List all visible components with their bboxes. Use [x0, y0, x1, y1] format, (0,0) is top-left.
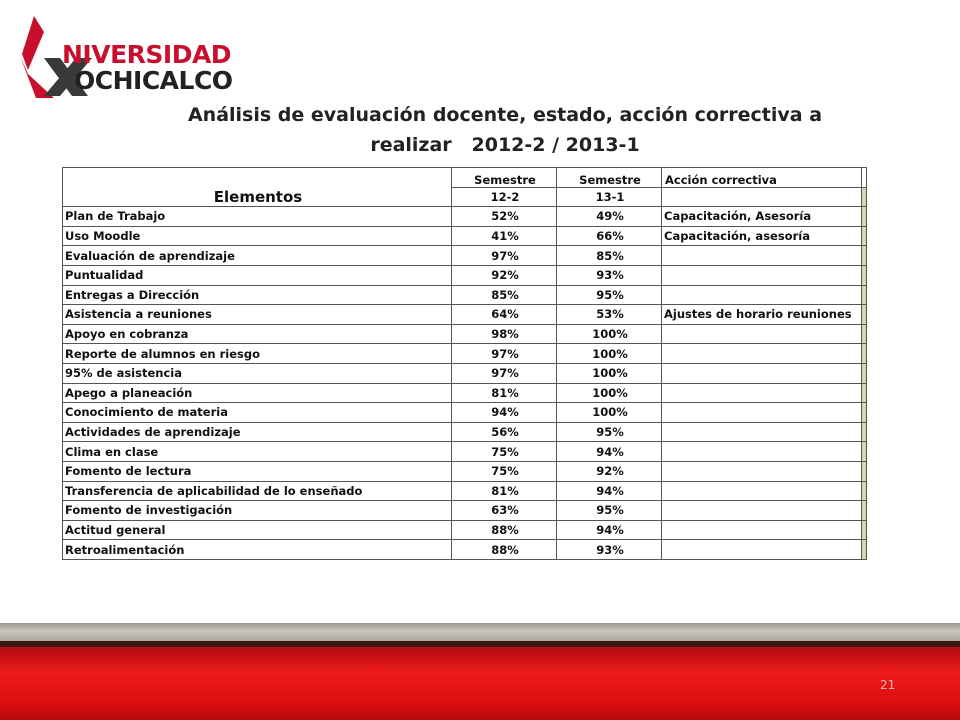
cell-element: Uso Moodle — [63, 226, 452, 246]
table-row — [63, 324, 867, 344]
shade-cell — [862, 481, 867, 501]
cell-action: Capacitación, asesoría — [662, 226, 862, 246]
header-elements: Elementos — [63, 168, 452, 207]
shade-cell — [862, 187, 867, 207]
cell-action — [662, 363, 862, 383]
cell-semester-2: 49% — [557, 207, 662, 227]
cell-element: Plan de Trabajo — [63, 207, 452, 227]
cell-element: Evaluación de aprendizaje — [63, 246, 452, 266]
cell-action — [662, 344, 862, 364]
header-semester-2: Semestre — [557, 168, 662, 188]
cell-semester-1: 64% — [452, 305, 557, 325]
cell-semester-1: 97% — [452, 344, 557, 364]
shade-cell — [862, 403, 867, 423]
shade-cell — [862, 461, 867, 481]
cell-element: Transferencia de aplicabilidad de lo enseñado — [63, 481, 452, 501]
table-row — [63, 285, 867, 305]
header-spacer — [862, 168, 867, 188]
cell-semester-2: 53% — [557, 305, 662, 325]
cell-action: Capacitación, Asesoría — [662, 207, 862, 227]
cell-element: Puntualidad — [63, 265, 452, 285]
table-row — [63, 540, 867, 560]
cell-semester-2: 93% — [557, 540, 662, 560]
shade-cell — [862, 363, 867, 383]
cell-semester-1: 81% — [452, 481, 557, 501]
cell-action — [662, 383, 862, 403]
shade-cell — [862, 501, 867, 521]
cell-element: 95% de asistencia — [63, 363, 452, 383]
page-title — [175, 100, 835, 160]
shade-cell — [862, 246, 867, 266]
cell-action — [662, 324, 862, 344]
cell-element: Entregas a Dirección — [63, 285, 452, 305]
period-action-empty — [662, 187, 862, 207]
shade-cell — [862, 265, 867, 285]
cell-semester-2: 92% — [557, 461, 662, 481]
table-row — [63, 501, 867, 521]
shade-cell — [862, 324, 867, 344]
university-logo — [14, 14, 234, 98]
cell-semester-1: 88% — [452, 540, 557, 560]
cell-semester-2: 66% — [557, 226, 662, 246]
cell-element: Apoyo en cobranza — [63, 324, 452, 344]
cell-semester-1: 75% — [452, 461, 557, 481]
table-row — [63, 383, 867, 403]
cell-element: Fomento de lectura — [63, 461, 452, 481]
cell-semester-1: 81% — [452, 383, 557, 403]
cell-semester-1: 88% — [452, 520, 557, 540]
shade-cell — [862, 305, 867, 325]
cell-semester-1: 56% — [452, 422, 557, 442]
cell-action — [662, 540, 862, 560]
cell-semester-2: 100% — [557, 363, 662, 383]
table-row — [63, 363, 867, 383]
cell-action — [662, 246, 862, 266]
cell-action — [662, 520, 862, 540]
cell-action — [662, 422, 862, 442]
period-2: 13-1 — [557, 187, 662, 207]
shade-cell — [862, 285, 867, 305]
shade-cell — [862, 540, 867, 560]
cell-semester-1: 97% — [452, 363, 557, 383]
cell-semester-2: 100% — [557, 403, 662, 423]
shade-cell — [862, 383, 867, 403]
cell-semester-2: 100% — [557, 383, 662, 403]
cell-action — [662, 461, 862, 481]
footer-gray-band — [0, 623, 960, 641]
shade-cell — [862, 422, 867, 442]
cell-semester-1: 75% — [452, 442, 557, 462]
cell-semester-2: 100% — [557, 344, 662, 364]
cell-action: Ajustes de horario reuniones — [662, 305, 862, 325]
table-row — [63, 207, 867, 227]
cell-element: Actividades de aprendizaje — [63, 422, 452, 442]
cell-semester-2: 95% — [557, 501, 662, 521]
title-line-2: realizar 2012-2 / 2013-1 — [370, 134, 640, 156]
cell-semester-2: 94% — [557, 481, 662, 501]
shade-cell — [862, 344, 867, 364]
cell-semester-2: 85% — [557, 246, 662, 266]
cell-semester-2: 95% — [557, 422, 662, 442]
cell-semester-1: 94% — [452, 403, 557, 423]
cell-element: Clima en clase — [63, 442, 452, 462]
table-header-row — [63, 168, 867, 188]
table-row — [63, 520, 867, 540]
table-row — [63, 403, 867, 423]
cell-element: Actitud general — [63, 520, 452, 540]
cell-semester-1: 92% — [452, 265, 557, 285]
table-row — [63, 442, 867, 462]
shade-cell — [862, 207, 867, 227]
logo-text-bottom: OCHICALCO — [74, 66, 233, 95]
cell-semester-1: 85% — [452, 285, 557, 305]
cell-element: Fomento de investigación — [63, 501, 452, 521]
cell-action — [662, 501, 862, 521]
cell-semester-1: 41% — [452, 226, 557, 246]
table-row — [63, 246, 867, 266]
cell-semester-2: 100% — [557, 324, 662, 344]
table-row — [63, 481, 867, 501]
cell-action — [662, 403, 862, 423]
logo-text-top: NIVERSIDAD — [62, 40, 232, 69]
cell-element: Reporte de alumnos en riesgo — [63, 344, 452, 364]
title-line-1: Análisis de evaluación docente, estado, acción correctiva a — [187, 104, 823, 126]
cell-semester-1: 97% — [452, 246, 557, 266]
cell-action — [662, 265, 862, 285]
table-row — [63, 422, 867, 442]
evaluation-table — [62, 167, 867, 560]
shade-cell — [862, 226, 867, 246]
footer-red-band — [0, 647, 960, 720]
cell-semester-2: 95% — [557, 285, 662, 305]
header-semester-1: Semestre — [452, 168, 557, 188]
cell-semester-1: 98% — [452, 324, 557, 344]
table-row — [63, 305, 867, 325]
cell-semester-1: 63% — [452, 501, 557, 521]
cell-semester-2: 94% — [557, 442, 662, 462]
cell-action — [662, 442, 862, 462]
cell-element: Conocimiento de materia — [63, 403, 452, 423]
cell-element: Asistencia a reuniones — [63, 305, 452, 325]
cell-action — [662, 481, 862, 501]
table-row — [63, 344, 867, 364]
cell-element: Retroalimentación — [63, 540, 452, 560]
cell-action — [662, 285, 862, 305]
shade-cell — [862, 442, 867, 462]
table-row — [63, 461, 867, 481]
table-row — [63, 226, 867, 246]
cell-semester-2: 94% — [557, 520, 662, 540]
period-1: 12-2 — [452, 187, 557, 207]
shade-cell — [862, 520, 867, 540]
cell-element: Apego a planeación — [63, 383, 452, 403]
header-corrective-action: Acción correctiva — [662, 168, 862, 188]
cell-semester-2: 93% — [557, 265, 662, 285]
page-number: 21 — [880, 678, 896, 692]
table-row — [63, 265, 867, 285]
cell-semester-1: 52% — [452, 207, 557, 227]
